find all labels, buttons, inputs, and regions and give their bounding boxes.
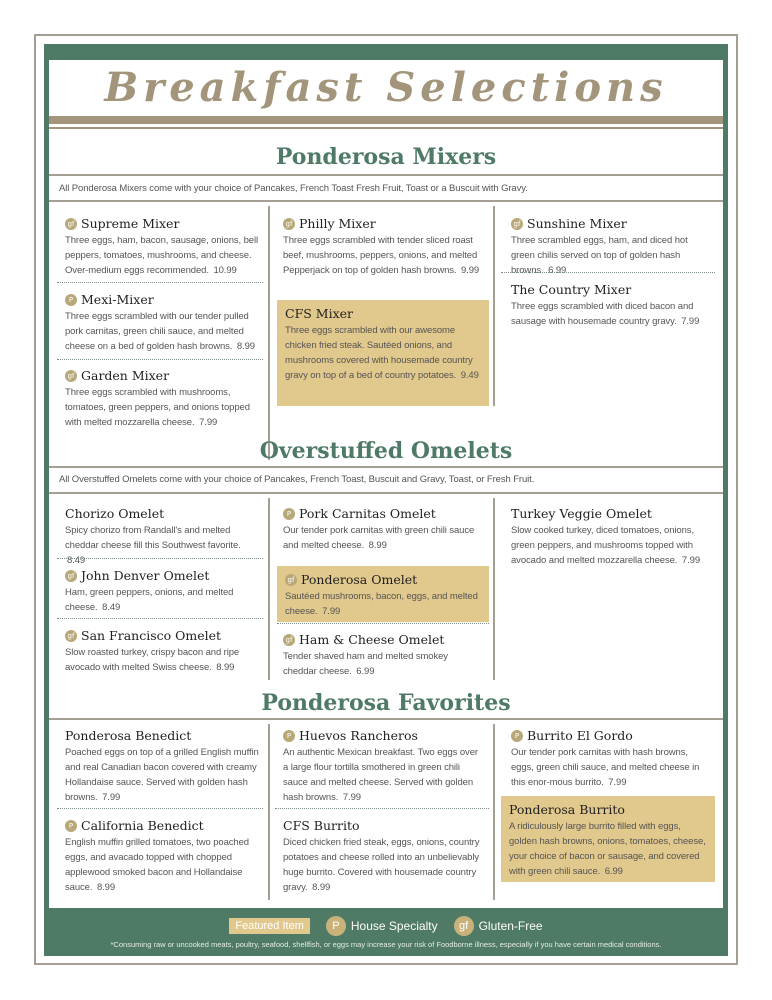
- featured-menu-item: [277, 566, 489, 622]
- menu-item: [57, 210, 265, 282]
- section-title-favorites: Ponderosa Favorites: [261, 690, 511, 716]
- item-price: 8.49: [102, 602, 121, 613]
- gluten-free-icon: gf: [283, 634, 295, 646]
- section-rule: [49, 492, 723, 494]
- item-price: 8.99: [368, 540, 387, 551]
- item-price: 7.99: [681, 316, 700, 327]
- legend-label: House Specialty: [350, 919, 438, 933]
- item-price: 8.99: [312, 882, 331, 893]
- item-price: 7.99: [322, 606, 341, 617]
- item-description: Diced chicken fried steak, eggs, onions, country potatoes and cheese rolled into an unbelievably huge burrito. Covered with housemade country gravy.: [283, 837, 480, 893]
- gluten-free-icon: gf: [285, 574, 297, 586]
- item-description: Slow roasted turkey, crispy bacon and ripe avocado with melted Swiss cheese.: [65, 647, 240, 673]
- menu-item: [503, 276, 715, 333]
- item-separator: [57, 618, 263, 619]
- column-divider: [268, 206, 270, 460]
- item-name: Pork Carnitas Omelet: [299, 506, 436, 521]
- section-title-omelets: Overstuffed Omelets: [259, 438, 513, 464]
- menu-item: [503, 722, 715, 794]
- item-name: Turkey Veggie Omelet: [511, 506, 652, 521]
- title-band: [49, 60, 723, 116]
- item-description: Three eggs, ham, bacon, sausage, onions, bell peppers, tomatoes, mushrooms, and cheese. Over-medium eggs recommended.: [65, 235, 259, 276]
- column-divider: [493, 724, 495, 900]
- disclaimer: *Consuming raw or uncooked meats, poultry, seafood, shellfish, or eggs may increase your risk of Foodborne illness, especially if you have certain medical conditions.: [110, 940, 662, 949]
- item-description: Ham, green peppers, onions, and melted cheese.: [65, 587, 234, 613]
- item-name: The Country Mixer: [511, 282, 632, 297]
- menu-body: [49, 60, 723, 908]
- menu-item: [57, 622, 265, 679]
- menu-item: [275, 500, 489, 557]
- item-price: 8.49: [67, 555, 86, 566]
- menu-item: [57, 812, 265, 899]
- item-name: CFS Mixer: [285, 306, 353, 321]
- item-description: Three eggs scrambled with tender sliced roast beef, mushrooms, peppers, onions, and melted Pepperjack on top of golden hash browns.: [283, 235, 478, 276]
- item-description: Three eggs scrambled with diced bacon and sausage with housemade country gravy.: [511, 301, 694, 327]
- menu-item: [57, 286, 265, 358]
- item-name: Ponderosa Benedict: [65, 728, 192, 743]
- menu-item: [57, 722, 265, 809]
- gluten-free-icon: gf: [65, 630, 77, 642]
- item-name: Philly Mixer: [299, 216, 376, 231]
- column-divider: [493, 498, 495, 680]
- house-specialty-icon: P: [511, 730, 523, 742]
- menu-item: [503, 500, 715, 572]
- item-name: Chorizo Omelet: [65, 506, 165, 521]
- item-price: 7.99: [102, 792, 121, 803]
- item-description: Sautéed mushrooms, bacon, eggs, and melted cheese.: [285, 591, 478, 617]
- section-title-mixers: Ponderosa Mixers: [275, 144, 497, 170]
- section-rule: [49, 200, 723, 202]
- footer: [44, 910, 728, 956]
- house-specialty-icon: P: [65, 820, 77, 832]
- item-name: CFS Burrito: [283, 818, 360, 833]
- item-name: Garden Mixer: [81, 368, 170, 383]
- item-price: 8.99: [236, 341, 255, 352]
- item-name: John Denver Omelet: [81, 568, 210, 583]
- item-description: Poached eggs on top of a grilled English muffin and real Canadian bacon covered with creamy Hollandaise sauce. Served with golden hash browns.: [65, 747, 259, 803]
- item-price: 7.99: [681, 555, 700, 566]
- title-underbar: [49, 116, 723, 124]
- item-description: Our tender pork carnitas with green chili sauce and melted cheese.: [283, 525, 475, 551]
- gluten-free-icon: gf: [283, 218, 295, 230]
- item-separator: [277, 623, 489, 624]
- item-description: Three eggs scrambled with our awesome chicken fried steak. Sautéed onions, and mushrooms covered with housemade country gravy on top of a bed of country potatoes.: [285, 325, 473, 381]
- legend-label: Gluten-Free: [478, 919, 543, 933]
- menu-item: [57, 562, 265, 619]
- item-description: Tender shaved ham and melted smokey cheddar cheese.: [283, 651, 448, 677]
- section-rule: [49, 718, 723, 720]
- featured-menu-item: [501, 796, 715, 882]
- item-price: 7.99: [199, 417, 218, 428]
- featured-menu-item: [277, 300, 489, 406]
- gluten-free-icon: gf: [65, 370, 77, 382]
- gluten-free-icon: gf: [65, 218, 77, 230]
- item-description: An authentic Mexican breakfast. Two eggs over a large flour tortilla smothered in green chili sauce and melted cheese. Served with golden hash browns.: [283, 747, 478, 803]
- section-description-omelets: All Overstuffed Omelets come with your choice of Pancakes, French Toast, Buscuit and Gravy, Toast, or Fresh Fruit.: [59, 474, 535, 485]
- item-separator: [57, 558, 263, 559]
- section-rule: [49, 466, 723, 468]
- item-separator: [57, 282, 263, 283]
- legend-gluten-free: [454, 916, 543, 936]
- item-price: 9.49: [460, 370, 479, 381]
- item-price: 10.99: [213, 265, 237, 276]
- item-description: English muffin grilled tomatoes, two poached eggs, and avacado topped with chopped applewood smoked bacon and Hollandaise sauce.: [65, 837, 249, 893]
- legend: [44, 916, 728, 936]
- item-price: 8.99: [216, 662, 235, 673]
- item-name: Supreme Mixer: [81, 216, 180, 231]
- item-name: San Francisco Omelet: [81, 628, 222, 643]
- item-price: 9.99: [461, 265, 480, 276]
- item-name: Huevos Rancheros: [299, 728, 418, 743]
- item-description: Three eggs scrambled with our tender pulled pork carnitas, green chili sauce, and melted cheese on a bed of golden hash browns.: [65, 311, 249, 352]
- section-description-mixers: All Ponderosa Mixers come with your choice of Pancakes, French Toast Fresh Fruit, Toast or a Buscuit with Gravy.: [59, 183, 528, 194]
- item-description: Slow cooked turkey, diced tomatoes, onions, green peppers, and mushrooms topped with avocado and melted mozzarella cheese.: [511, 525, 694, 566]
- section-rule: [49, 174, 723, 176]
- item-price: 6.99: [604, 866, 623, 877]
- column-divider: [268, 498, 270, 680]
- column-divider: [493, 206, 495, 406]
- item-description: A ridiculously large burrito filled with eggs, golden hash browns, onions, tomatoes, cheese, your choice of bacon or sausage, and covered with green chili sauce.: [509, 821, 706, 877]
- item-description: Spicy chorizo from Randall's and melted cheddar cheese fill this Southwest favorite.: [65, 525, 241, 551]
- item-name: Mexi-Mixer: [81, 292, 154, 307]
- legend-house-specialty: [326, 916, 438, 936]
- item-name: Sunshine Mixer: [527, 216, 627, 231]
- item-separator: [57, 808, 263, 809]
- item-price: 8.99: [96, 882, 116, 893]
- item-price: 7.99: [608, 777, 627, 788]
- house-specialty-icon: P: [283, 508, 295, 520]
- item-name: Burrito El Gordo: [527, 728, 633, 743]
- house-specialty-icon: P: [326, 916, 346, 936]
- item-separator: [501, 272, 715, 273]
- legend-featured-item: Featured Item: [229, 918, 309, 934]
- house-specialty-icon: P: [65, 294, 77, 306]
- item-separator: [275, 808, 489, 809]
- item-name: California Benedict: [81, 818, 204, 833]
- item-price: 7.99: [342, 792, 361, 803]
- gluten-free-icon: gf: [511, 218, 523, 230]
- column-divider: [268, 724, 270, 900]
- item-description: Our tender pork carnitas with hash browns, eggs, green chili sauce, and melted cheese in this enor-mous burrito.: [511, 747, 700, 788]
- item-separator: [57, 359, 263, 360]
- menu-item: [275, 812, 489, 899]
- menu-item: [275, 626, 489, 683]
- item-description: Three scrambled eggs, ham, and diced hot green chilis served on top of golden hash browns.: [511, 235, 688, 276]
- item-description: Three eggs scrambled with mushrooms, tomatoes, green peppers, and onions topped with melted mozzarella cheese.: [65, 387, 250, 428]
- item-name: Ponderosa Burrito: [509, 802, 625, 817]
- item-price: 6.99: [356, 666, 375, 677]
- menu-item: [275, 210, 489, 282]
- gluten-free-icon: gf: [454, 916, 474, 936]
- item-name: Ponderosa Omelet: [301, 572, 418, 587]
- item-price: 6.99: [548, 265, 567, 276]
- menu-item: [57, 362, 265, 434]
- gluten-free-icon: gf: [65, 570, 77, 582]
- item-name: Ham & Cheese Omelet: [299, 632, 445, 647]
- page-title: Breakfast Selections: [104, 64, 668, 111]
- menu-item: [275, 722, 489, 809]
- house-specialty-icon: P: [283, 730, 295, 742]
- title-underline: [49, 127, 723, 129]
